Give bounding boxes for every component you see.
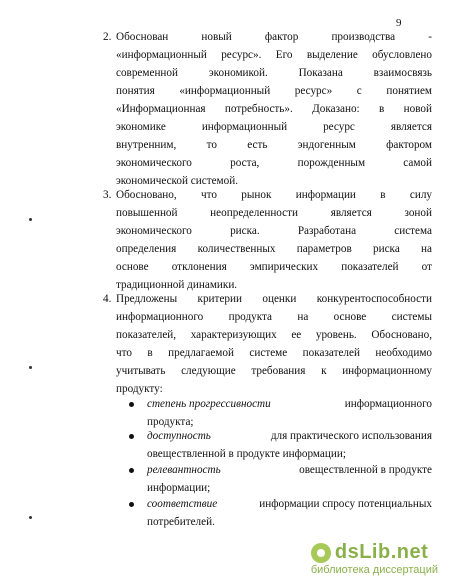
text-line: внутренним, то есть эндогенным фактором bbox=[116, 139, 432, 151]
bullet-line bbox=[147, 462, 432, 478]
text-line: основе отклонения эмпирических показателей от bbox=[116, 261, 432, 273]
bullet-line bbox=[147, 496, 432, 512]
watermark-name: dsLib.net bbox=[334, 541, 429, 563]
bullet-icon bbox=[129, 468, 134, 473]
bullet-line: потребителей. bbox=[147, 516, 215, 528]
text-line: Обосновано, что рынок информации в силу bbox=[116, 189, 432, 201]
text-line: традиционной динамики. bbox=[116, 279, 238, 291]
bullet-term: степень прогрессивности bbox=[147, 398, 271, 410]
text-line: учитывать следующие требования к информационному bbox=[116, 365, 432, 377]
text-line: экономике информационный ресурс является bbox=[116, 121, 432, 133]
text-line: показателей, характеризующих ее уровень. Обосновано, bbox=[116, 329, 432, 341]
bullet-text: для практического использования bbox=[270, 430, 432, 442]
margin-dot bbox=[29, 218, 32, 221]
margin-dot bbox=[29, 366, 32, 369]
text-line: определения количественных параметров риска на bbox=[116, 243, 432, 255]
bullet-text: овеществленной в продукте bbox=[299, 464, 432, 476]
list-item-number: 4. bbox=[103, 293, 112, 305]
bullet-text: информации спросу потенциальных bbox=[259, 498, 432, 510]
logo-icon bbox=[311, 543, 331, 563]
watermark bbox=[311, 541, 438, 576]
page-number: 9 bbox=[396, 17, 402, 29]
text-line: «информационный ресурс». Его выделение обусловлено bbox=[116, 49, 432, 61]
text-line: «Информационная потребность». Доказано: в новой bbox=[116, 103, 432, 115]
bullet-term: релевантность bbox=[147, 464, 221, 476]
margin-dot bbox=[29, 516, 32, 519]
text-line: Предложены критерии оценки конкурентоспособности bbox=[116, 293, 432, 305]
list-item-number: 2. bbox=[103, 31, 112, 43]
bullet-line: информации; bbox=[147, 482, 211, 494]
bullet-icon bbox=[129, 402, 134, 407]
text-line: что в предлагаемой системе показателей необходимо bbox=[116, 347, 432, 359]
bullet-icon bbox=[129, 434, 134, 439]
text-line: экономического риска. Разработана система bbox=[116, 225, 432, 237]
bullet-line: овеществленной в продукте информации; bbox=[147, 448, 346, 460]
text-line: повышенной неопределенности является зоной bbox=[116, 207, 432, 219]
list-item-number: 3. bbox=[103, 189, 112, 201]
text-line: экономического роста, порожденным самой bbox=[116, 157, 432, 169]
bullet-term: доступность bbox=[147, 430, 211, 442]
bullet-icon bbox=[129, 502, 134, 507]
text-line: понятия «информационный ресурс» с понятием bbox=[116, 85, 432, 97]
text-line: Обоснован новый фактор производства - bbox=[116, 31, 432, 43]
bullet-line: продукта; bbox=[147, 416, 194, 428]
bullet-term: соответствие bbox=[147, 498, 218, 510]
text-line: современной экономикой. Показана взаимосвязь bbox=[116, 67, 432, 79]
watermark-tagline: библиотека диссертаций bbox=[310, 564, 438, 576]
text-line: информационного продукта на основе системы bbox=[116, 311, 432, 323]
text-line: продукту: bbox=[116, 383, 163, 395]
bullet-line bbox=[147, 396, 432, 412]
bullet-line bbox=[147, 428, 432, 444]
text-line: экономической системой. bbox=[116, 175, 239, 187]
bullet-text: информационного bbox=[344, 398, 432, 410]
